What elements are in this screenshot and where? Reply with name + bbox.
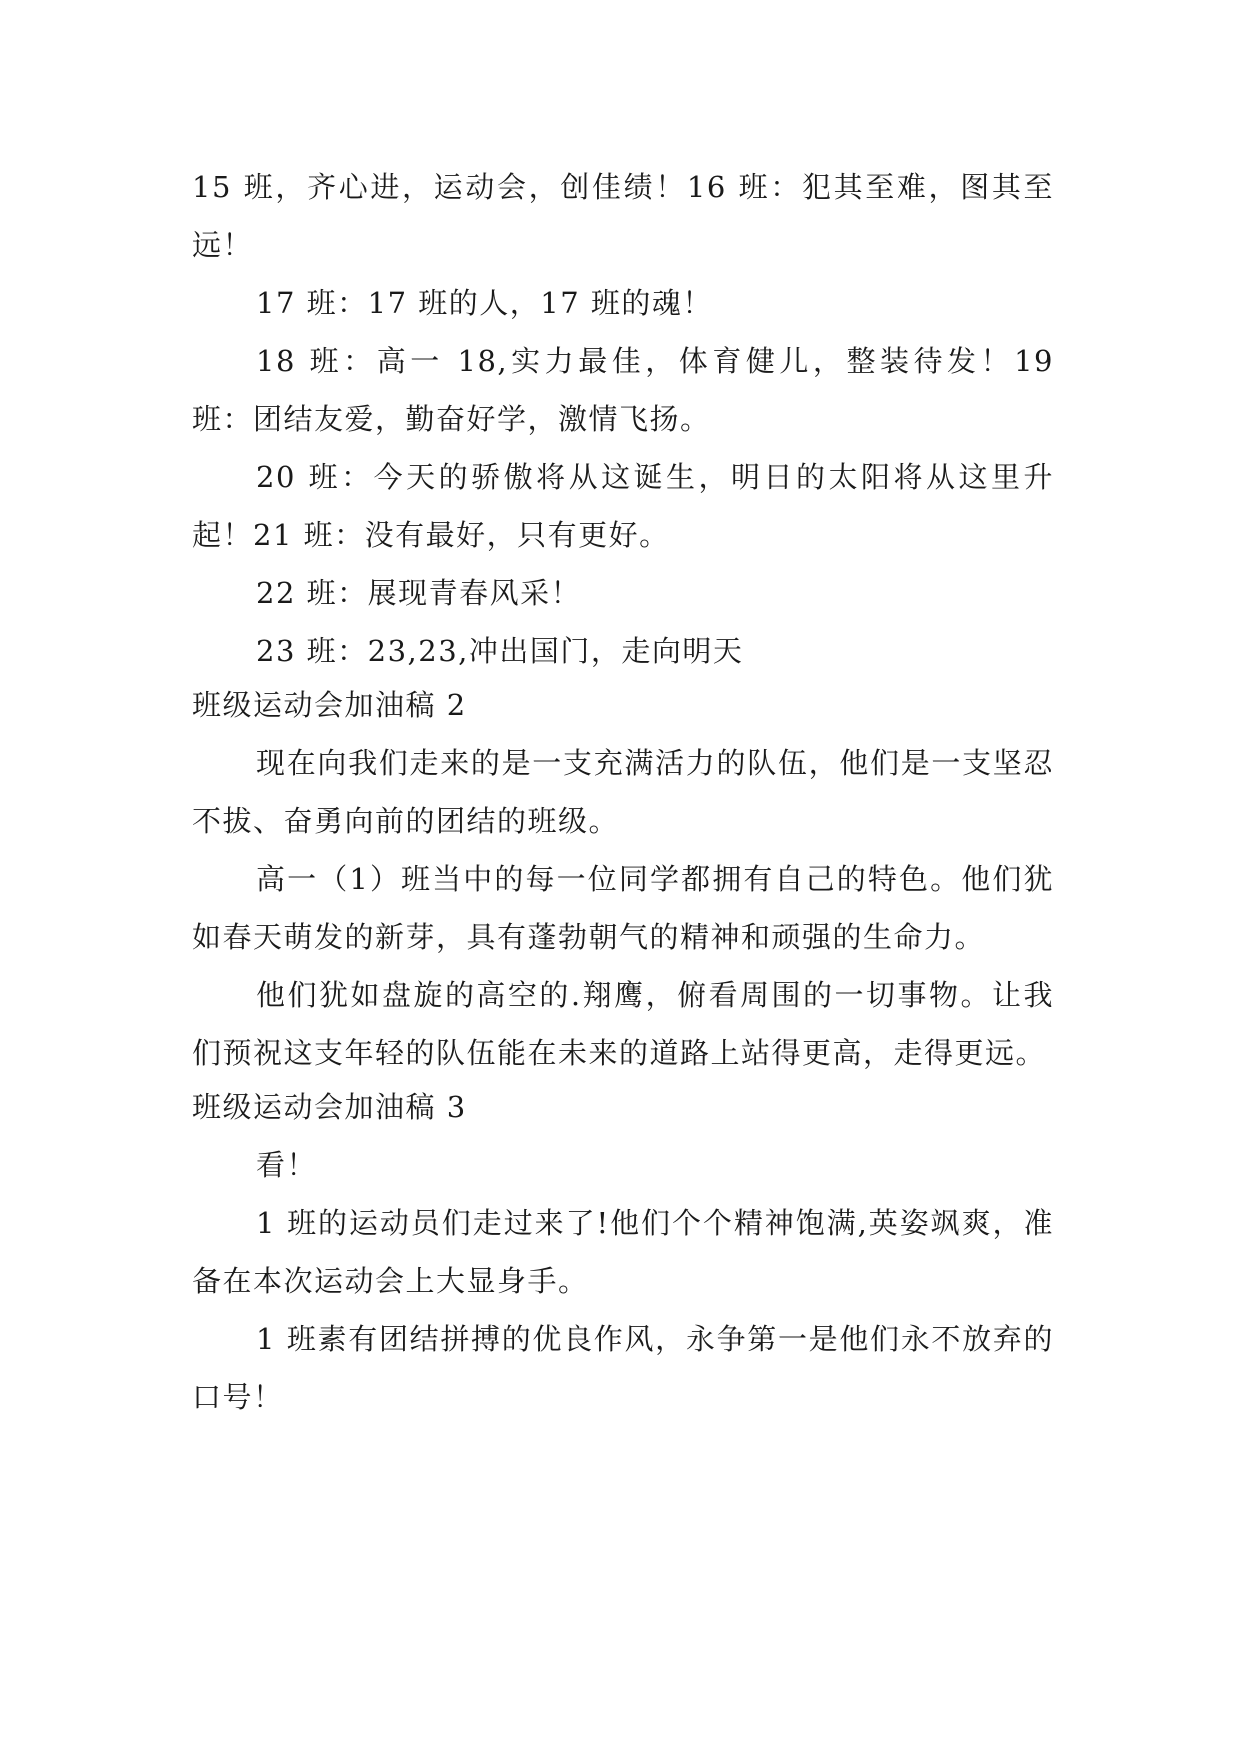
paragraph: 23 班：23,23,冲出国门，走向明天 <box>256 634 744 668</box>
section-heading: 班级运动会加油稿 2 <box>192 688 467 722</box>
paragraph: 20 班：今天的骄傲将从这诞生，明日的太阳将从这里升起！21 班：没有最好，只有更好。 <box>192 460 1054 552</box>
paragraph: 22 班：展现青春风采！ <box>256 576 582 610</box>
paragraph: 15 班，齐心进，运动会，创佳绩！16 班：犯其至难，图其至远！ <box>192 170 1054 262</box>
paragraph: 1 班素有团结拼搏的优良作风，永争第一是他们永不放弃的口号！ <box>192 1322 1054 1414</box>
paragraph: 现在向我们走来的是一支充满活力的队伍，他们是一支坚忍不拔、奋勇向前的团结的班级。 <box>192 746 1054 838</box>
paragraph: 他们犹如盘旋的高空的.翔鹰，俯看周围的一切事物。让我们预祝这支年轻的队伍能在未来的道路上站得更高，走得更远。 <box>192 978 1054 1070</box>
paragraph: 18 班：高一 18,实力最佳，体育健儿，整装待发！19 班：团结友爱，勤奋好学，激情飞扬。 <box>192 344 1054 436</box>
document-body <box>192 158 1054 1426</box>
paragraph: 看！ <box>256 1148 318 1182</box>
paragraph: 1 班的运动员们走过来了!他们个个精神饱满,英姿飒爽，准备在本次运动会上大显身手。 <box>192 1206 1054 1298</box>
paragraph: 17 班：17 班的人，17 班的魂！ <box>256 286 713 320</box>
paragraph: 高一（1）班当中的每一位同学都拥有自己的特色。他们犹如春天萌发的新芽，具有蓬勃朝气的精神和顽强的生命力。 <box>192 862 1054 954</box>
section-heading: 班级运动会加油稿 3 <box>192 1090 467 1124</box>
